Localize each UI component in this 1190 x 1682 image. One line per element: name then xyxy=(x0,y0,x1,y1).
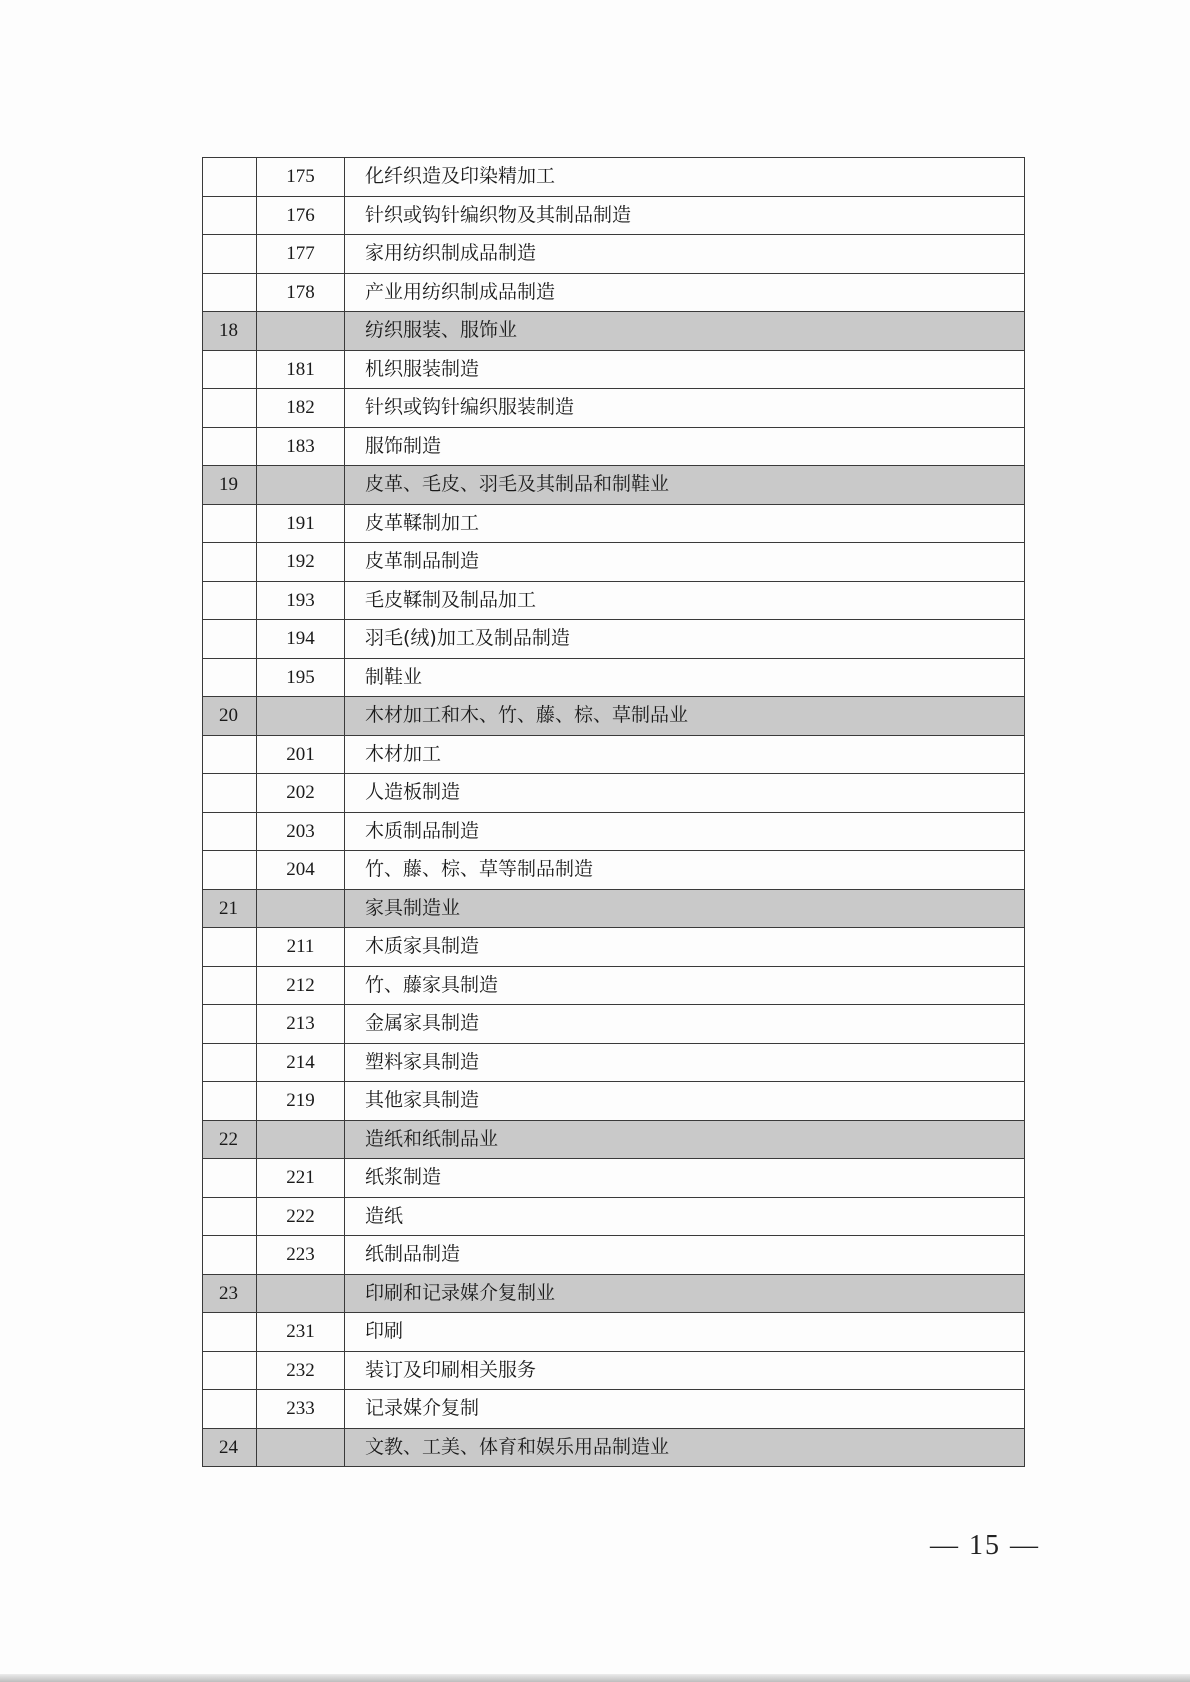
major-code-cell xyxy=(203,389,257,428)
minor-code-cell: 223 xyxy=(257,1236,345,1275)
category-name-cell: 装订及印刷相关服务 xyxy=(345,1351,1025,1390)
table-row xyxy=(203,1351,1025,1390)
category-name-cell: 产业用纺织制成品制造 xyxy=(345,273,1025,312)
major-category-row xyxy=(203,889,1025,928)
major-code-cell xyxy=(203,504,257,543)
minor-code-cell xyxy=(257,889,345,928)
table-row xyxy=(203,1313,1025,1352)
major-category-row xyxy=(203,697,1025,736)
minor-code-cell: 221 xyxy=(257,1159,345,1198)
major-category-row xyxy=(203,1120,1025,1159)
major-code-cell xyxy=(203,774,257,813)
category-name-cell: 金属家具制造 xyxy=(345,1005,1025,1044)
minor-code-cell: 194 xyxy=(257,620,345,659)
category-name-cell: 毛皮鞣制及制品加工 xyxy=(345,581,1025,620)
page-number: — 15 — xyxy=(930,1530,1040,1561)
minor-code-cell xyxy=(257,1120,345,1159)
minor-code-cell: 182 xyxy=(257,389,345,428)
table-row xyxy=(203,1043,1025,1082)
category-name-cell: 皮革、毛皮、羽毛及其制品和制鞋业 xyxy=(345,466,1025,505)
major-code-cell xyxy=(203,1351,257,1390)
category-name-cell: 木质制品制造 xyxy=(345,812,1025,851)
major-code-cell xyxy=(203,966,257,1005)
minor-code-cell: 213 xyxy=(257,1005,345,1044)
table-row xyxy=(203,928,1025,967)
minor-code-cell: 204 xyxy=(257,851,345,890)
table-row xyxy=(203,658,1025,697)
table-row xyxy=(203,620,1025,659)
major-code-cell xyxy=(203,928,257,967)
category-name-cell: 皮革鞣制加工 xyxy=(345,504,1025,543)
table-row xyxy=(203,389,1025,428)
minor-code-cell: 181 xyxy=(257,350,345,389)
category-name-cell: 造纸和纸制品业 xyxy=(345,1120,1025,1159)
major-code-cell xyxy=(203,543,257,582)
table-row xyxy=(203,774,1025,813)
minor-code-cell: 201 xyxy=(257,735,345,774)
category-name-cell: 造纸 xyxy=(345,1197,1025,1236)
table-row xyxy=(203,735,1025,774)
table-row xyxy=(203,235,1025,274)
minor-code-cell: 193 xyxy=(257,581,345,620)
major-code-cell: 21 xyxy=(203,889,257,928)
major-code-cell xyxy=(203,620,257,659)
minor-code-cell: 222 xyxy=(257,1197,345,1236)
minor-code-cell xyxy=(257,1274,345,1313)
table-row xyxy=(203,1390,1025,1429)
minor-code-cell: 214 xyxy=(257,1043,345,1082)
scan-edge xyxy=(0,1674,1190,1682)
table-row xyxy=(203,350,1025,389)
major-code-cell xyxy=(203,427,257,466)
minor-code-cell xyxy=(257,697,345,736)
major-code-cell xyxy=(203,273,257,312)
major-code-cell xyxy=(203,1159,257,1198)
minor-code-cell: 211 xyxy=(257,928,345,967)
major-code-cell: 22 xyxy=(203,1120,257,1159)
major-code-cell xyxy=(203,1043,257,1082)
minor-code-cell: 231 xyxy=(257,1313,345,1352)
minor-code-cell: 192 xyxy=(257,543,345,582)
table-row xyxy=(203,851,1025,890)
table-row xyxy=(203,273,1025,312)
major-code-cell xyxy=(203,735,257,774)
minor-code-cell: 183 xyxy=(257,427,345,466)
category-name-cell: 羽毛(绒)加工及制品制造 xyxy=(345,620,1025,659)
category-name-cell: 服饰制造 xyxy=(345,427,1025,466)
category-name-cell: 纺织服装、服饰业 xyxy=(345,312,1025,351)
major-code-cell: 18 xyxy=(203,312,257,351)
minor-code-cell: 177 xyxy=(257,235,345,274)
major-code-cell xyxy=(203,658,257,697)
table-row xyxy=(203,1197,1025,1236)
table-row xyxy=(203,1005,1025,1044)
minor-code-cell xyxy=(257,466,345,505)
minor-code-cell: 195 xyxy=(257,658,345,697)
category-name-cell: 印刷和记录媒介复制业 xyxy=(345,1274,1025,1313)
major-code-cell xyxy=(203,350,257,389)
major-code-cell xyxy=(203,1005,257,1044)
category-name-cell: 竹、藤家具制造 xyxy=(345,966,1025,1005)
major-code-cell xyxy=(203,1236,257,1275)
major-code-cell xyxy=(203,1082,257,1121)
minor-code-cell xyxy=(257,1428,345,1467)
major-code-cell xyxy=(203,196,257,235)
table-row xyxy=(203,196,1025,235)
major-code-cell xyxy=(203,1197,257,1236)
major-code-cell xyxy=(203,158,257,197)
minor-code-cell: 176 xyxy=(257,196,345,235)
major-category-row xyxy=(203,312,1025,351)
category-name-cell: 机织服装制造 xyxy=(345,350,1025,389)
category-name-cell: 家具制造业 xyxy=(345,889,1025,928)
category-name-cell: 针织或钩针编织物及其制品制造 xyxy=(345,196,1025,235)
category-name-cell: 制鞋业 xyxy=(345,658,1025,697)
major-code-cell: 23 xyxy=(203,1274,257,1313)
table-row xyxy=(203,1082,1025,1121)
category-name-cell: 木材加工 xyxy=(345,735,1025,774)
major-code-cell xyxy=(203,1313,257,1352)
category-name-cell: 塑料家具制造 xyxy=(345,1043,1025,1082)
major-code-cell xyxy=(203,235,257,274)
table-row xyxy=(203,543,1025,582)
table-row xyxy=(203,427,1025,466)
major-code-cell: 24 xyxy=(203,1428,257,1467)
major-code-cell: 19 xyxy=(203,466,257,505)
major-code-cell xyxy=(203,581,257,620)
category-name-cell: 人造板制造 xyxy=(345,774,1025,813)
major-code-cell: 20 xyxy=(203,697,257,736)
industry-classification-table xyxy=(202,157,1025,1467)
minor-code-cell: 191 xyxy=(257,504,345,543)
table-row xyxy=(203,1159,1025,1198)
category-name-cell: 纸制品制造 xyxy=(345,1236,1025,1275)
category-name-cell: 针织或钩针编织服装制造 xyxy=(345,389,1025,428)
category-name-cell: 记录媒介复制 xyxy=(345,1390,1025,1429)
minor-code-cell: 203 xyxy=(257,812,345,851)
category-name-cell: 木材加工和木、竹、藤、棕、草制品业 xyxy=(345,697,1025,736)
table-row xyxy=(203,504,1025,543)
category-name-cell: 竹、藤、棕、草等制品制造 xyxy=(345,851,1025,890)
minor-code-cell: 232 xyxy=(257,1351,345,1390)
category-name-cell: 其他家具制造 xyxy=(345,1082,1025,1121)
minor-code-cell: 175 xyxy=(257,158,345,197)
major-code-cell xyxy=(203,851,257,890)
table-row xyxy=(203,812,1025,851)
category-name-cell: 文教、工美、体育和娱乐用品制造业 xyxy=(345,1428,1025,1467)
category-name-cell: 家用纺织制成品制造 xyxy=(345,235,1025,274)
table-row xyxy=(203,158,1025,197)
minor-code-cell: 233 xyxy=(257,1390,345,1429)
minor-code-cell: 202 xyxy=(257,774,345,813)
table-row xyxy=(203,1236,1025,1275)
minor-code-cell: 178 xyxy=(257,273,345,312)
minor-code-cell: 219 xyxy=(257,1082,345,1121)
major-category-row xyxy=(203,1428,1025,1467)
table-row xyxy=(203,966,1025,1005)
category-name-cell: 皮革制品制造 xyxy=(345,543,1025,582)
category-name-cell: 印刷 xyxy=(345,1313,1025,1352)
category-name-cell: 木质家具制造 xyxy=(345,928,1025,967)
major-category-row xyxy=(203,1274,1025,1313)
major-code-cell xyxy=(203,1390,257,1429)
major-code-cell xyxy=(203,812,257,851)
table-body xyxy=(203,158,1025,1467)
minor-code-cell: 212 xyxy=(257,966,345,1005)
table-row xyxy=(203,581,1025,620)
category-name-cell: 化纤织造及印染精加工 xyxy=(345,158,1025,197)
category-name-cell: 纸浆制造 xyxy=(345,1159,1025,1198)
minor-code-cell xyxy=(257,312,345,351)
major-category-row xyxy=(203,466,1025,505)
